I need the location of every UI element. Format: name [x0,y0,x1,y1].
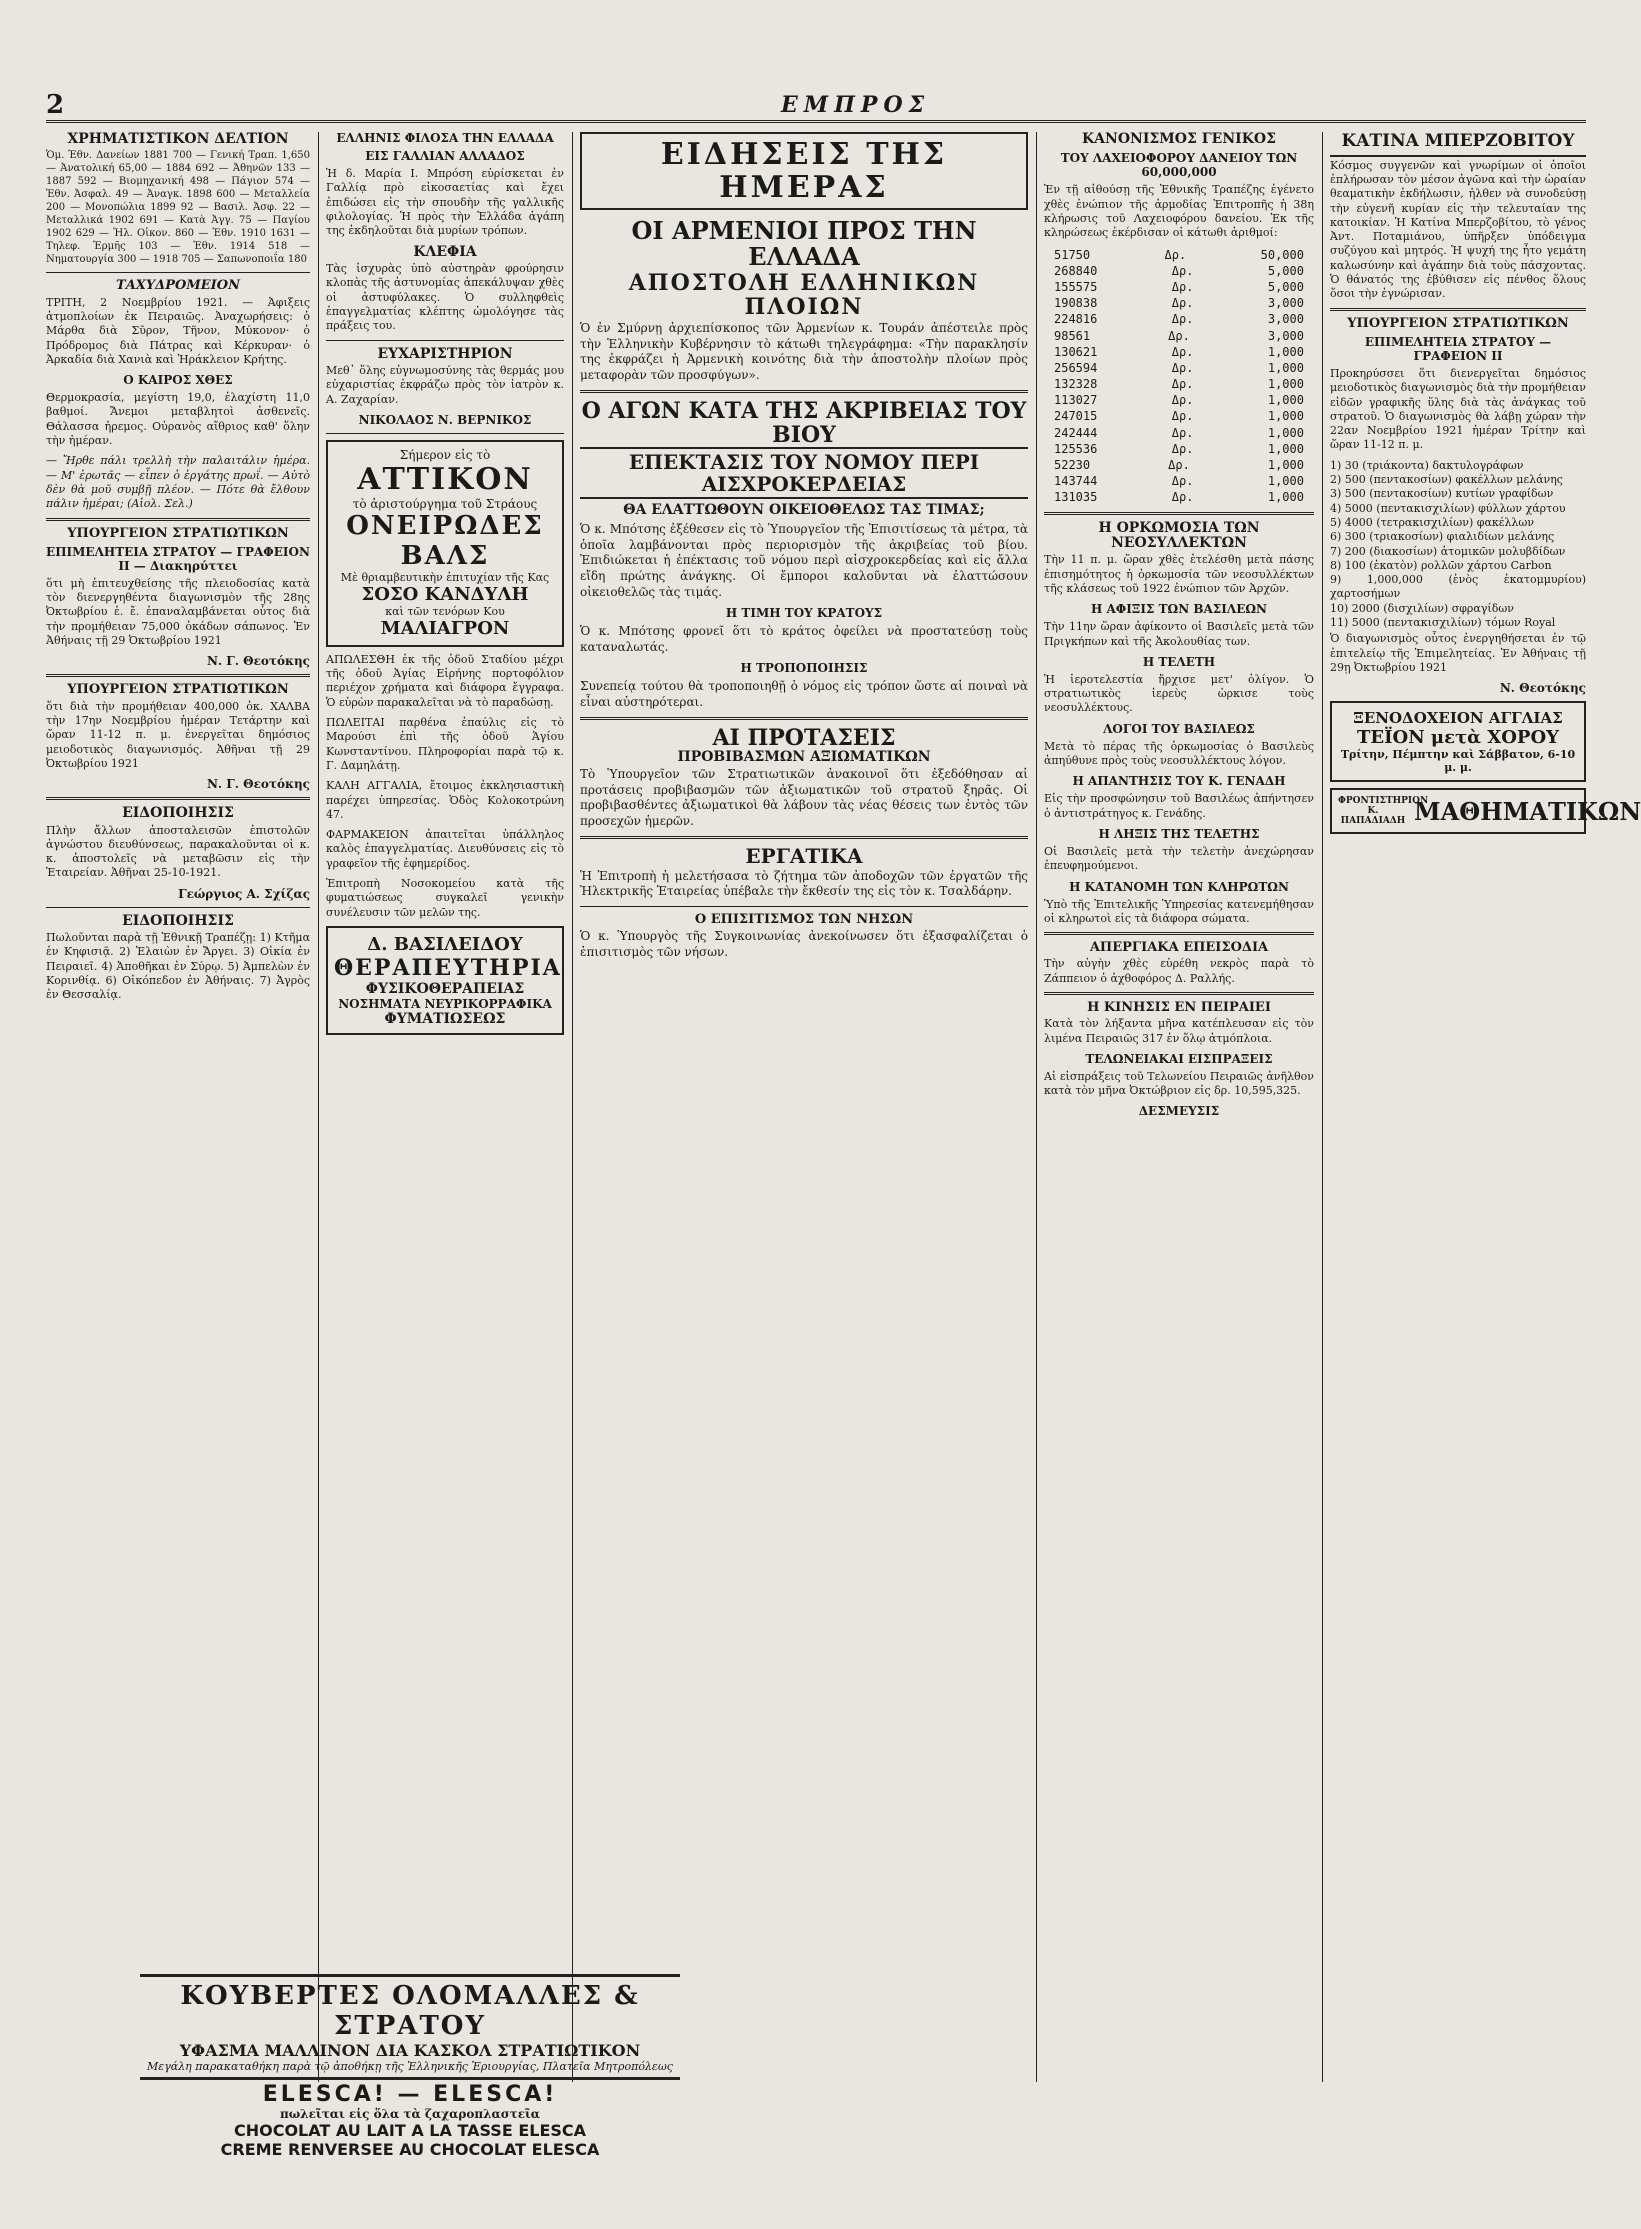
promotions-headline: ΑΙ ΠΡΟΤΑΣΕΙΣ [712,724,896,751]
hotel-tea-dance: ΤΕΪΟΝ μετὰ ΧΟΡΟΥ [1357,727,1559,749]
lottery-currency: Δρ. [1168,328,1190,343]
clinic-line: ΦΥΣΙΚΟΘΕΡΑΠΕΙΑΣ [365,980,525,997]
lottery-currency: Δρ. [1171,490,1194,505]
supply-item: 4) 5000 (πεντακισχιλίων) φύλλων χάρτου [1330,501,1566,515]
oath-sub-1: Η ΑΦΙΞΙΣ ΤΩΝ ΒΑΣΙΛΕΩΝ [1090,602,1268,617]
hotel-schedule: Τρίτην, Πέμπτην καὶ Σάββατον, 6-10 μ. μ. [1340,748,1576,775]
oath-sub-4-text: Εἰς τὴν προσφώνησιν τοῦ Βασιλέως ἀπήντησεν ὁ ἀντιστράτηγος κ. Γενάδης. [1044,792,1314,820]
clinic-title: ΘΕΡΑΠΕΥΤΗΡΙΑ [334,954,562,981]
theft-text: Τὰς ἰσχυρὰς ὑπὸ αὐστηρὰν φρούρησιν κλοπὰς τῆς ἀστυνομίας ἀπεκάλυψαν χθὲς οἱ ἀστυφύλακες. Ὁ συλληφθεὶς ἐπαγγελματίας κλέπτης ὡμολόγησε τὰς πράξεις του. [326,262,564,333]
strike-text: Τὴν αὐγὴν χθὲς εὑρέθη νεκρὸς παρὰ τὸ Ζάππειον ὁ ἀχθοφόρος Δ. Ραλλής. [1044,957,1314,985]
promotions-subheadline: ΠΡΟΒΙΒΑΣΜΩΝ ΑΞΙΩΜΑΤΙΚΩΝ [677,748,931,765]
cost-sub-2: Η ΤΡΟΠΟΠΟΙΗΣΙΣ [740,661,868,676]
masthead [46,90,1586,123]
clinic-advert [326,926,564,1035]
supply-item: 11) 5000 (πεντακισχιλίων) τόμων Royal [1330,616,1556,629]
attikon-advert [326,440,564,647]
advert-title: ΑΤΤΙΚΟΝ [357,461,533,497]
cost-sub-2-text: Συνεπείᾳ τούτου θὰ τροποποιηθῇ ὁ νόμος εἰς τρόπον ὥστε αἱ ποιναὶ νὰ εἶναι αὐστηρότεραι. [580,679,1028,710]
lottery-currency: Δρ. [1171,312,1194,327]
lottery-currency: Δρ. [1171,263,1194,278]
supply-item: 10) 2000 (δισχιλίων) σφραγίδων [1330,601,1514,615]
labour-headline: ΕΡΓΑΤΙΚΑ [745,843,863,868]
elesca-advert [140,2082,680,2159]
lottery-prize: 5,000 [1267,263,1304,278]
ministry-notice-closing: Ὁ διαγωνισμὸς οὗτος ἐνεργηθήσεται ἐν τῷ ἐπιτελείῳ τῆς Ἐπιμελητείας. Ἐν Ἀθήναις τῇ 29ῃ Ὀκτωβρίου 1921 [1330,632,1586,674]
lottery-prize: 1,000 [1267,344,1304,359]
oath-text: Τὴν 11 π. μ. ὥραν χθὲς ἐτελέσθη μετὰ πάσης ἐπισημότητος ἡ ὁρκωμοσία τῶν νεοσυλλέκτων τῆς κλάσεως τοῦ 1922 ἐνώπιον τῶν Ἀρχῶν. [1044,553,1314,595]
lottery-prize: 1,000 [1267,393,1304,408]
elesca-product-2: CREME RENVERSEE AU CHOCOLAT ELESCA [220,2140,600,2159]
weather-heading: Ο ΚΑΙΡΟΣ ΧΘΕΣ [123,373,233,388]
lottery-currency: Δρ. [1171,377,1194,392]
lottery-row [1044,247,1314,263]
clinic-owner: Δ. ΒΑΣΙΛΕΙΔΟΥ [367,933,523,955]
lottery-number: 143744 [1054,474,1098,489]
signature-4: Ν. Θεοτόκης [1499,681,1586,696]
lottery-prize: 50,000 [1260,247,1304,262]
stock-bulletin-text: Ὁμ. Ἐθν. Δανείων 1881 700 — Γενική Τραπ. 1,650 — Ἀνατολική 65,00 — 1884 692 — Ἀθηνῶν 133 — 1887 592 — Βιομηχανική 498 — Πάγιον 574 — Ἐθν. Ἀσφαλ. 49 — Ἀναγκ. 1898 600 — Μεταλλεία 200 — Μονοπώλια 1899 92 — Βασιλ. Ἀσφ. 22 — Μεταλλικά 1902 691 — Κατὰ Ἀγγ. 75 — Παγίου 1902 629 — Ἠλ. Οἰκον. 860 — Ἐθν. 1910 1631 — Τηλεφ. Ἐρμῆς 103 — Ἐθν. 1914 518 — Νηματουργία 300 — 1918 705 — Σαπωνοποιΐα 180 [46,150,310,266]
lottery-prize: 1,000 [1267,490,1304,505]
lottery-prize: 1,000 [1267,377,1304,392]
supply-item: 5) 4000 (τετρακισχιλίων) φακέλλων [1330,515,1535,529]
lottery-number: 224816 [1054,312,1098,327]
lottery-currency: Δρ. [1171,474,1194,489]
announcement-heading-2: ΕΙΔΟΠΟΙΗΣΙΣ [122,912,234,929]
lottery-currency: Δρ. [1171,360,1194,375]
newspaper-name: ΕΜΠΡΟΣ [781,92,931,118]
oath-sub-6: Η ΚΑΤΑΝΟΜΗ ΤΩΝ ΚΛΗΡΩΤΩΝ [1069,879,1289,894]
lottery-number: 131035 [1054,490,1098,505]
oath-sub-2-text: Ἡ ἱεροτελεστία ἤρχισε μετ' ὀλίγον. Ὁ στρατιωτικὸς ἱερεὺς ὡρκισε τοὺς νεοσυλλέκτους. [1044,672,1314,715]
lottery-currency: Δρ. [1171,344,1194,359]
signature: Ν. Γ. Θεοτόκης [206,654,310,669]
lottery-row [1044,279,1314,295]
column-rule [1322,132,1323,2082]
lottery-prize: 1,000 [1267,474,1304,489]
classified-pharmacy: ΦΑΡΜΑΚΕΙΟΝ ἀπαιτεῖται ὑπάλληλος καλὸς ἐπαγγελματίας. Διευθύνσεις εἰς τὸ γραφεῖον τῆς ἐφημερίδος. [326,828,564,870]
supply-item: 1) 30 (τριάκοντα) δακτυλογράφων [1330,458,1524,472]
tutoring-subject: ΜΑΘΗΜΑΤΙΚΩΝ [1414,796,1641,826]
cost-question: ΘΑ ΕΛΑΤΤΩΘΟΥΝ ΟΙΚΕΙΟΘΕΛΩΣ ΤΑΣ ΤΙΜΑΣ; [623,501,985,518]
lottery-currency: Δρ. [1168,458,1190,473]
oath-sub-5: Η ΛΗΞΙΣ ΤΗΣ ΤΕΛΕΤΗΣ [1098,826,1260,841]
supply-list [1330,459,1586,631]
tutoring-owner: ΦΡΟΝΤΙΣΤΗΡΙΟΝ Κ. ΠΑΠΑΔΙΑΔΗ [1338,796,1429,827]
weather-text: Θερμοκρασία, μεγίστη 19,0, ἐλαχίστη 11,0 βαθμοί. Ἄνεμοι μεταβλητοὶ ἀσθενεῖς. Θάλασσα ἠρεμος. Οὐρανὸς αἴθριος καθ' ὅλην τὴν ἡμέραν. [46,391,310,448]
poem-text: — Ἤρθε πάλι τρελλὴ τὴν παλαιτάλιν ἡμέρα. — Μ' ἐρωτᾶς — εἶπεν ὁ ἐργάτης πρωΐ. — Αὐτὸ δὲν θὰ μοῦ συμβῇ πλέον. — Πότε θὰ ἔλθουν πάλιν ἡμέραι; (Αἰολ. Σελ.) [46,454,310,511]
lottery-row [1044,473,1314,489]
oath-sub-2: Η ΤΕΛΕΤΗ [1142,654,1216,669]
lottery-prize: 1,000 [1267,441,1304,456]
ministry-notice-heading-2: ΥΠΟΥΡΓΕΙΟΝ ΣΤΡΑΤΙΩΤΙΚΩΝ [67,682,289,698]
advert-star-2: ΜΑΛΙΑΓΡΟΝ [380,617,510,639]
lottery-number: 130621 [1054,344,1098,359]
lottery-row [1044,344,1314,360]
thanks-heading: ΕΥΧΑΡΙΣΤΗΡΙΟΝ [377,345,513,362]
strike-heading: ΑΠΕΡΓΙΑΚΑ ΕΠΕΙΣΟΔΙΑ [1089,940,1269,956]
oath-sub-5-text: Οἱ Βασιλεῖς μετὰ τὴν τελετὴν ἀνεχώρησαν ἐπευφημούμενοι. [1044,844,1314,873]
lottery-prize: 1,000 [1267,458,1304,473]
oath-sub-1-text: Τὴν 11ην ὥραν ἀφίκοντο οἱ Βασιλεῖς μετὰ τῶν Πριγκήπων καὶ τῆς Ἀκολουθίας των. [1044,620,1314,648]
post-heading: ΤΑΧΥΔΡΟΜΕΙΟΝ [116,278,240,294]
lottery-prize: 5,000 [1267,279,1304,294]
article-heading: ΕΛΛΗΝΙΣ ΦΙΛΟΣΑ ΤΗΝ ΕΛΛΑΔΑ [336,131,554,145]
oath-sub-4: Η ΑΠΑΝΤΗΣΙΣ ΤΟΥ Κ. ΓΕΝΑΔΗ [1072,774,1286,789]
supply-item: 8) 100 (ἑκατὸν) ρολλῶν χάρτου Carbon [1330,558,1552,572]
classified-lost: ΑΠΩΛΕΣΘΗ ἐκ τῆς ὁδοῦ Σταδίου μέχρι τῆς ὁδοῦ Ἀγίας Εἰρήνης πορτοφόλιον περιέχον χρήματα καὶ διάφορα ἔγγραφα. Ὁ εὑρὼν παρακαλεῖται νὰ τὸ παραδώσῃ. [326,652,564,709]
blankets-title: ΚΟΥΒΕΡΤΕΣ ΟΛΟΜΑΛΛΕΣ & ΣΤΡΑΤΟΥ [180,1981,640,2041]
lottery-results [1044,247,1314,506]
classified-sale: ΠΩΛΕΙΤΑΙ παρθένα ἐπαύλις εἰς τὸ Μαρούσι ἐπὶ τῆς ὁδοῦ Ἁγίου Κωνσταντίνου. Πληροφορίαι παρὰ τῷ κ. Γ. Δαμηλάτῃ. [326,716,564,772]
hotel-advert [1330,701,1586,782]
news-banner: ΕΙΔΗΣΕΙΣ ΤΗΣ ΗΜΕΡΑΣ [580,132,1028,210]
lottery-number: 125536 [1054,441,1098,456]
lottery-currency: Δρ. [1171,441,1194,456]
cost-sub-1-text: Ὁ κ. Μπότσης φρονεῖ ὅτι τὸ κράτος ὀφείλει νὰ προστατεύσῃ τοὺς καταναλωτάς. [580,624,1028,654]
lottery-prize: 3,000 [1267,312,1304,327]
advert-line: καὶ τῶν τενόρων Κου [385,604,505,618]
lottery-number: 190838 [1054,296,1098,311]
elesca-product-1: CHOCOLAT AU LAIT A LA TASSE ELESCA [233,2121,587,2140]
lottery-row [1044,360,1314,376]
hotel-name: ΞΕΝΟΔΟΧΕΙΟΝ ΑΓΓΛΙΑΣ [1353,709,1563,728]
lottery-row [1044,441,1314,457]
thanks-signature: ΝΙΚΟΛΑΟΣ Ν. ΒΕΡΝΙΚΟΣ [358,412,532,427]
column-4 [1044,132,1314,2082]
column-rule [1036,132,1037,2082]
advert-line: τὸ ἀριστούργημα τοῦ Στράους [352,496,538,511]
lottery-prize: 1,000 [1267,360,1304,375]
lottery-row [1044,392,1314,408]
lottery-number: 52230 [1054,458,1091,473]
ministry-notice-text-2: ὅτι διὰ τὴν προμήθειαν 400,000 ὀκ. ΧΑΛΒΑ τὴν 17ην Νοεμβρίου ἡμέραν Τετάρτην καὶ ὥραν 11-12 π. μ. ἐνεργεῖται δημόσιος μειοδοτικὸς διαγωνισμός. Ἀθῆναι τῇ 29 Ὀκτωβρίου 1921 [46,699,310,770]
advert-show-title: ΟΝΕΙΡΩΔΕΣ ΒΑΛΣ [346,510,544,571]
column-3 [580,132,1028,2082]
thanks-text: Μεθ᾽ ὅλης εὐγνωμοσύνης τὰς θερμάς μου εὐχαριστίας ἐκφράζω πρὸς τὸν ἰατρὸν κ. Α. Ζαχαρίαν. [326,363,564,406]
ministry-notice-heading-3: ΥΠΟΥΡΓΕΙΟΝ ΣΤΡΑΤΙΩΤΙΚΩΝ [1347,315,1569,331]
supply-item: 3) 500 (πεντακοσίων) κυτίων γραφίδων [1330,487,1554,501]
lottery-number: 51750 [1054,247,1091,262]
lottery-currency: Δρ. [1171,409,1194,424]
piraeus-sub-1: ΤΕΛΩΝΕΙΑΚΑΙ ΕΙΣΠΡΑΞΕΙΣ [1085,1051,1273,1066]
oath-sub-3: ΛΟΓΟΙ ΤΟΥ ΒΑΣΙΛΕΩΣ [1103,721,1255,736]
lottery-row [1044,376,1314,392]
elesca-tagline: πωλεῖται εἰς ὅλα τὰ ζαχαροπλαστεῖα [279,2107,541,2121]
cost-article-text: Ὁ κ. Μπότσης ἐξέθεσεν εἰς τὸ Ὑπουργεῖον τῆς Ἐπισιτίσεως τὰ μέτρα, τὰ ὁποῖα λαμβάνονται πρὸς περιορισμὸν τῆς ἀκριβείας τοῦ βίου. Ἐπιδιώκεται ἡ ἐπέκτασις τοῦ νόμου περὶ αἰσχροκερδείας καὶ εἰς ἄλλα εἴδη πρώτης ἀνάγκης. Οἱ ἔμποροι καλοῦνται νὰ ἐλαττώσουν οἰκειοθελῶς τὰς τιμάς. [580,522,1028,599]
supply-item: 2) 500 (πεντακοσίων) φακέλλων μελάνης [1330,473,1563,487]
lottery-prize: 1,000 [1267,409,1304,424]
announcement-text: Πλὴν ἄλλων ἀποσταλεισῶν ἐπιστολῶν ἀγνώστου διευθύνσεως, παρακαλοῦνται οἱ κ. κ. ἀποστολεῖς νὰ μεταβῶσιν εἰς τὴν Ἐταιρείαν. Ἀθῆναι 25-10-1921. [46,823,310,880]
lottery-number: 256594 [1054,360,1098,375]
cost-sub-1: Η ΤΙΜΗ ΤΟΥ ΚΡΑΤΟΥΣ [725,606,883,621]
lottery-currency: Δρ. [1171,393,1194,408]
oath-sub-6-text: Ὑπὸ τῆς Ἐπιτελικῆς Ὑπηρεσίας κατενεμήθησαν οἱ κληρωτοὶ εἰς τὰ διάφορα σώματα. [1044,897,1314,925]
supply-item: 6) 300 (τριακοσίων) φιαλιδίων μελάνης [1330,530,1555,544]
stock-bulletin-heading: ΧΡΗΜΑΤΙΣΤΙΚΟΝ ΔΕΛΤΙΟΝ [67,131,289,147]
advert-line: Μὲ θριαμβευτικὴν ἐπιτυχίαν τῆς Κας [340,570,550,584]
lottery-prize: 3,000 [1267,296,1304,311]
lottery-row [1044,489,1314,505]
ministry-notice-heading: ΥΠΟΥΡΓΕΙΟΝ ΣΤΡΑΤΙΩΤΙΚΩΝ [67,525,289,541]
promotions-text: Τὸ Ὑπουργεῖον τῶν Στρατιωτικῶν ἀνακοινοῖ ὅτι ἐξεδόθησαν αἱ προτάσεις προβιβασμῶν τῶν ἀξιωματικῶν τοῦ στρατοῦ ξηρᾶς. Οἱ προβιβασθέντες ἀξιωματικοὶ θὰ λάβουν τὰς νέας θέσεις των ἐντὸς τῶν προσεχῶν ἡμερῶν. [580,767,1028,828]
obituary-heading: ΚΑΤΙΝΑ ΜΠΕΡΖΟΒΙΤΟΥ [1330,132,1586,157]
piraeus-heading: Η ΚΙΝΗΣΙΣ ΕΝ ΠΕΙΡΑΙΕΙ [1087,1000,1271,1015]
cost-headline: Ο ΑΓΩΝ ΚΑΤΑ ΤΗΣ ΑΚΡΙΒΕΙΑΣ ΤΟΥ ΒΙΟΥ [581,397,1027,448]
lottery-number: 113027 [1054,393,1098,408]
lottery-row [1044,425,1314,441]
ministry-notice-subheading-3: ΕΠΙΜΕΛΗΤΕΙΑ ΣΤΡΑΤΟΥ — ΓΡΑΦΕΙΟΝ ΙΙ [1364,334,1552,363]
advert-star: ΣΟΣΟ ΚΑΝΔΥΛΗ [361,583,529,605]
lottery-number: 155575 [1054,279,1098,294]
column-5 [1330,131,1641,2082]
article-text: Ἡ δ. Μαρία Ι. Μπρόση εὑρίσκεται ἐν Γαλλίᾳ πρὸ εἰκοσαετίας καὶ ἔχει ἐπιδώσει εἰς τὴν σπουδὴν τῆς γαλλικῆς φιλολογίας. Ἡ πρὸς τὴν Ἑλλάδα ἀγάπη της ἐκδηλοῦται διὰ μυρίων τρόπων. [326,167,564,238]
lottery-number: 247015 [1054,409,1098,424]
announcement-heading: ΕΙΔΟΠΟΙΗΣΙΣ [122,805,234,822]
page-number: 2 [46,90,65,120]
lottery-currency: Δρ. [1171,296,1194,311]
supply-item: 7) 200 (διακοσίων) ἀτομικῶν μολυβδίδων [1330,544,1566,558]
piraeus-text: Κατὰ τὸν λήξαντα μῆνα κατέπλευσαν εἰς τὸν λιμένα Πειραιῶς 317 ἐν ὅλῳ ἀτμόπλοια. [1044,1017,1314,1045]
advert-line: Σήμερον εἰς τὸ [399,447,491,462]
piraeus-sub-2: ΔΕΣΜΕΥΣΙΣ [1138,1104,1220,1119]
lottery-row [1044,263,1314,279]
blankets-advert [140,1974,680,2080]
blankets-address: Μεγάλη παρακαταθήκη παρὰ τῷ ἀποθήκῃ τῆς Ἑλληνικῆς Ἐριουργίας, Πλατεῖα Μητροπόλεως [147,2060,673,2073]
lottery-row [1044,311,1314,327]
signature-2: Ν. Γ. Θεοτόκης [206,777,310,792]
lottery-subheading: ΤΟΥ ΛΑΧΕΙΟΦΟΡΟΥ ΔΑΝΕΙΟΥ ΤΩΝ 60,000,000 [1060,151,1298,180]
blankets-subtitle: ΥΦΑΣΜΑ ΜΑΛΛΙΝΟΝ ΔΙΑ ΚΑΣΚΟΛ ΣΤΡΑΤΙΩΤΙΚΟΝ [179,2041,641,2060]
article-subheading: ΕΙΣ ΓΑΛΛΙΑΝ ΑΛΛΑΔΟΣ [365,149,525,164]
cost-subheadline: ΕΠΕΚΤΑΣΙΣ ΤΟΥ ΝΟΜΟΥ ΠΕΡΙ ΑΙΣΧΡΟΚΕΡΔΕΙΑΣ [580,447,1028,499]
islands-headline: Ο ΕΠΙΣΙΤΙΣΜΟΣ ΤΩΝ ΝΗΣΩΝ [694,911,914,927]
lottery-row [1044,457,1314,473]
lottery-prize: 3,000 [1267,328,1304,343]
lottery-currency: Δρ. [1164,247,1187,262]
ministry-notice-text-3: Προκηρύσσει ὅτι διενεργεῖται δημόσιος μειοδοτικὸς διαγωνισμὸς διὰ τὴν προμήθειαν εἰδῶν γραφικῆς ὕλης διὰ τὰς ἀνάγκας τοῦ στρατοῦ. Ὁ διαγωνισμὸς θὰ λάβῃ χώραν τὴν 22αν Νοεμβρίου 1921 ἡμέραν Τρίτην καὶ ὥραν 11-12 π. μ. [1330,366,1586,452]
signature-3: Γεώργιος Α. Σχίζας [178,886,310,901]
supply-item: 9) 1,000,000 (ἑνὸς ἑκατομμυρίου) χαρτοσήμων [1330,573,1586,601]
column-1 [46,132,310,1957]
lottery-heading: ΚΑΝΟΝΙΣΜΟΣ ΓΕΝΙΚΟΣ [1082,131,1276,147]
oath-sub-3-text: Μετὰ τὸ πέρας τῆς ὁρκωμοσίας ὁ Βασιλεὺς ἀπηύθυνε πρὸς τοὺς νεοσυλλέκτους λόγον. [1044,739,1314,768]
islands-text: Ὁ κ. Ὑπουργὸς τῆς Συγκοινωνίας ἀνεκοίνωσεν ὅτι ἐξασφαλίζεται ὁ ἐπισιτισμὸς τῶν νήσων. [580,929,1028,959]
classified-nurse: ΚΑΛΗ ΑΓΓΑΛΙΑ, ἔτοιμος ἐκκλησιαστικὴ παρέχει ὑπηρεσίας. Ὁδὸς Κολοκοτρώνη 47. [326,779,564,821]
clinic-line-2: ΝΟΣΗΜΑΤΑ ΝΕΥΡΙΚΟΡΡΑΦΙΚΑ [338,996,552,1011]
lottery-text: Ἐν τῇ αἰθούσῃ τῆς Ἐθνικῆς Τραπέζης ἐγένετο χθὲς ἐνώπιον τῆς ἁρμοδίας Ἐπιτροπῆς ἡ 38η κλήρωσις τοῦ Λαχειοφόρου δανείου. Ἐκ τῆς κληρώσεως ἐκέρδισαν οἱ κάτωθι ἀριθμοί: [1044,183,1314,240]
main-article-text: Ὁ ἐν Σμύρνῃ ἀρχιεπίσκοπος τῶν Ἀρμενίων κ. Τουράν ἀπέστειλε πρὸς τὴν Ἑλληνικὴν Κυβέρνησιν τὸ κάτωθι τηλεγράφημα: «Τὴν παρακλησίν της ἐκφράζει ἡ Ἀρμενικὴ κοινότης διὰ τὴν ἀποστολὴν πλοίων πρὸς μεταφορὰν τῶν προσφύγων». [580,321,1028,382]
lottery-currency: Δρ. [1171,425,1194,440]
main-headline: ΟΙ ΑΡΜΕΝΙΟΙ ΠΡΟΣ ΤΗΝ ΕΛΛΑΔΑ [631,216,977,272]
lottery-row [1044,328,1314,344]
lottery-number: 98561 [1054,328,1091,343]
theft-heading: ΚΛΕΦΙΑ [413,243,477,260]
lottery-prize: 1,000 [1267,425,1304,440]
tutoring-advert [1330,788,1641,834]
lottery-row [1044,408,1314,424]
labour-text: Ἡ Ἐπιτροπὴ ἡ μελετήσασα τὸ ζήτημα τῶν ἀποδοχῶν τῶν ἐργατῶν τῆς Ἠλεκτρικῆς Ἑταιρείας ὑπέβαλε τὴν ἔκθεσίν της εἰς τὸν κ. Τσαλδάρην. [580,868,1028,899]
obituary-text: Κόσμος συγγενῶν καὶ γνωρίμων οἱ ὁποῖοι ἐπλήρωσαν τὸν μέσον ἀγῶνα καὶ τὴν ὡραίαν θεαματικὴν ἐκδήλωσιν, ἠλθεν νὰ συνοδεύσῃ τὴν εὐγενῆ κυρίαν εἰς τὴν τελευταίαν της κατοικίαν. Ἡ Κατίνα Μπερζοβίτου, τὸ γένος Ἀντ. Ποταμιάνου, ὑπῆρξεν ὑπόδειγμα συζύγου καὶ μητρός. Ἡ ψυχή της ἦτο γεμάτη καλωσύνην καὶ ἀγάπην διὰ τοὺς πάσχοντας. Ὁ θάνατός της ἐβύθισεν εἰς πένθος ὅλους ὅσοι τὴν ἐγνώρισαν. [1330,158,1586,301]
lottery-currency: Δρ. [1171,279,1194,294]
elesca-title: ELESCA! — ELESCA! [262,2082,558,2107]
lottery-number: 242444 [1054,425,1098,440]
lottery-number: 268840 [1054,263,1098,278]
lottery-row [1044,295,1314,311]
ministry-notice-subheading: ΕΠΙΜΕΛΗΤΕΙΑ ΣΤΡΑΤΟΥ — ΓΡΑΦΕΙΟΝ ΙΙ — Διακηρύττει [46,544,310,573]
column-rule [572,132,573,2082]
oath-heading: Η ΟΡΚΩΜΟΣΙΑ ΤΩΝ ΝΕΟΣΥΛΛΕΚΤΩΝ [1098,519,1260,551]
main-subheadline: ΑΠΟΣΤΟΛΗ ΕΛΛΗΝΙΚΩΝ ΠΛΟΙΩΝ [628,269,980,320]
column-2 [326,132,564,1692]
classified-committee: Ἐπιτροπὴ Νοσοκομείου κατὰ τῆς φυματιώσεως συγκαλεῖ γενικὴν συνέλευσιν τῶν μελῶν της. [326,876,564,919]
ministry-notice-text: ὅτι μὴ ἐπιτευχθείσης τῆς πλειοδοσίας κατὰ τὸν διενεργηθέντα διαγωνισμὸν τῆς 28ης Ὀκτωβρίου ἐ. ἔ. ἐπαναλαμβάνεται οὗτος διὰ τὴν προμήθειαν 75,000 ὀκάδων σάπωνος. Ἐν Ἀθήναις τῇ 29 Ὀκτωβρίου 1921 [46,576,310,648]
piraeus-sub-1-text: Αἱ εἰσπράξεις τοῦ Τελωνείου Πειραιῶς ἀνῆλθον κατὰ τὸν μῆνα Ὀκτώβριον εἰς δρ. 10,595,325. [1044,1069,1314,1098]
announcement-text-2: Πωλοῦνται παρὰ τῇ Ἐθνικῇ Τραπέζῃ: 1) Κτῆμα ἐν Κηφισιᾷ. 2) Ἐλαιὼν ἐν Ἄργει. 3) Οἰκία ἐν Πειραιεῖ. 4) Ἀποθῆκαι ἐν Σύρῳ. 5) Ἀμπελὼν ἐν Κορινθίᾳ. 6) Οἰκόπεδον ἐν Ἀθήναις. 7) Ἀγρὸς ἐν Θεσσαλίᾳ. [46,931,310,1002]
column-rule [318,132,319,2082]
post-text: ΤΡΙΤΗ, 2 Νοεμβρίου 1921. — Ἀφιξεις ἀτμοπλοίων ἐκ Πειραιῶς. Ἀναχωρήσεις: ὁ Μάρθα διὰ Σῦρον, Τῆνον, Μύκονον· ὁ Πρόδρομος διὰ Πάτρας καὶ Κέρκυραν· ὁ Ἀρκαδία διὰ Χανιὰ καὶ Ἡράκλειον Κρήτης. [46,295,310,366]
clinic-line-3: ΦΥΜΑΤΙΩΣΕΩΣ [384,1010,506,1027]
lottery-number: 132328 [1054,377,1098,392]
